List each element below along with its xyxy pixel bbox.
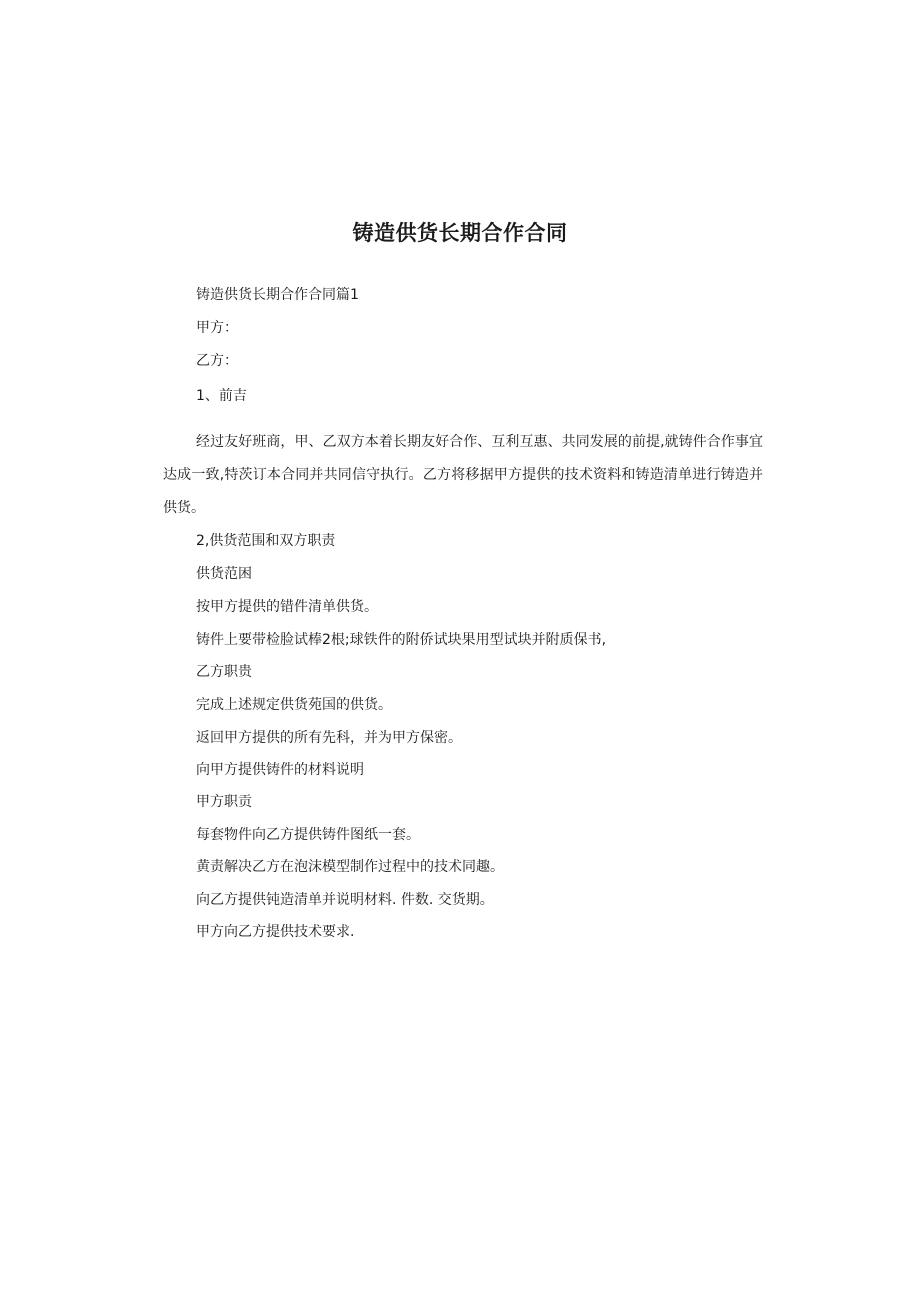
scope-item: 铸件上要带检脸试棒2根;球铁件的附侨试块果用型试块并附质保书, <box>196 632 607 648</box>
party-a-duty-item: 黄责解决乙方在泡沫模型制作过程中的技术同趣。 <box>196 859 504 875</box>
party-a-label: 甲方： <box>196 320 238 336</box>
section1-paragraph: 经过友好班商，甲、乙双方本着长期友好合作、互利互惠、共同发展的前提,就铸件合作事宜达成一致,特茨订本合同并共同信守执行。乙方将移据甲方提供的技术资料和铸造清单进行铸造并供货。 <box>163 434 763 516</box>
party-b-duty-item: 返回甲方提供的所有先科，并为甲方保密。 <box>196 730 462 746</box>
section1-heading: 1、前吉 <box>196 388 247 404</box>
party-a-duty-item: 每套物件向乙方提供铸件图纸一套。 <box>196 827 420 843</box>
party-b-duty-item: 向甲方提供铸件的材料说明 <box>196 762 364 778</box>
party-a-duty-item: 向乙方提供钝造清单并说明材料. 件数. 交货期。 <box>196 892 494 908</box>
party-a-duty-heading: 甲方职贡 <box>196 794 252 810</box>
section2-heading: 2,供货范围和双方职责 <box>196 533 336 549</box>
document-subtitle: 铸造供货长期合作合同篇1 <box>196 287 359 303</box>
party-a-duty-item: 甲方向乙方提供技术要求. <box>196 924 355 940</box>
scope-heading: 供货范困 <box>196 566 252 582</box>
party-b-duty-item: 完成上述规定供货苑国的供货。 <box>196 697 392 713</box>
party-b-duty-heading: 乙方职贵 <box>196 664 252 680</box>
document-title: 铸造供货长期合作合同 <box>352 221 568 245</box>
scope-item: 按甲方提供的错件清单供货。 <box>196 599 378 615</box>
party-b-label: 乙方： <box>196 353 238 369</box>
